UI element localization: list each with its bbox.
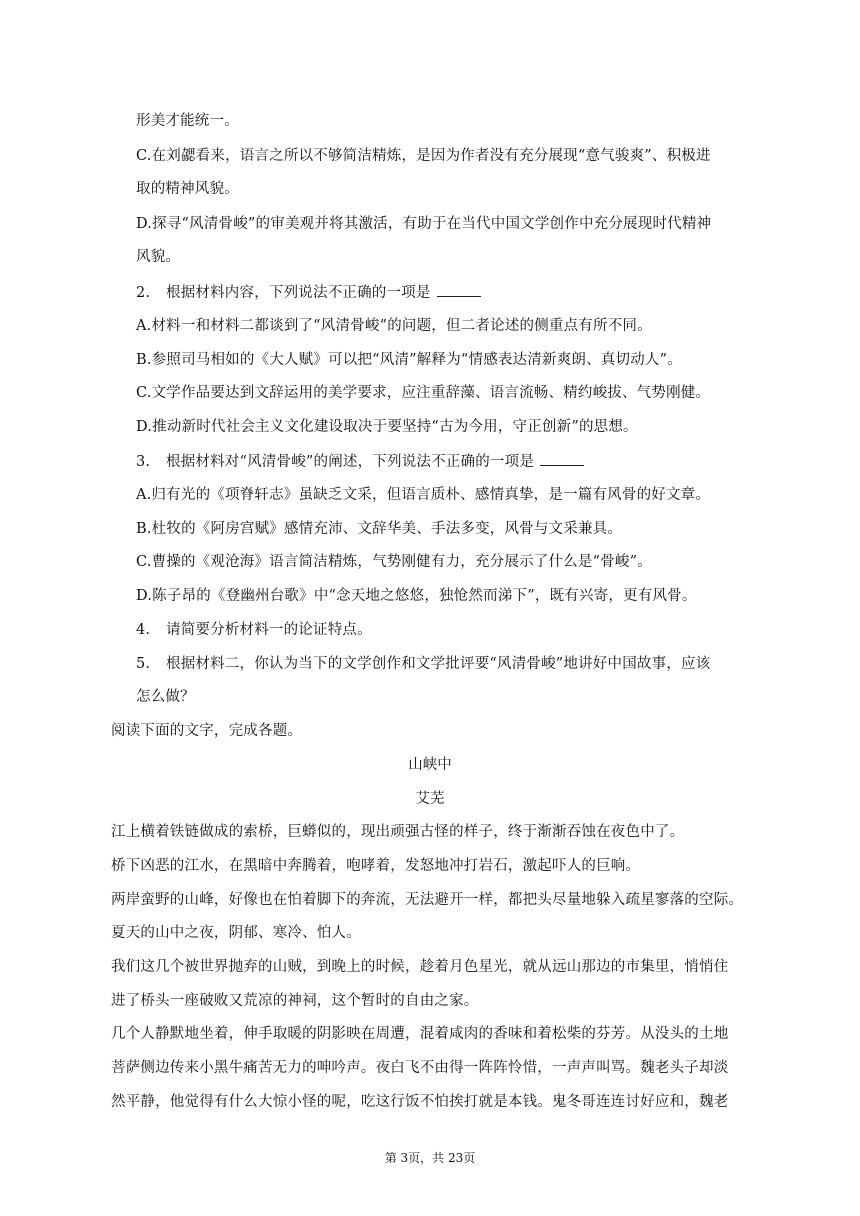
question-number: 2. xyxy=(136,285,151,301)
q2-option-b: B.参照司马相如的《大人赋》可以把“风清”解释为“情感表达清新爽朗、真切动人”。 xyxy=(136,352,682,368)
q2-option-c: C.文学作品要达到文辞运用的美学要求，应注重辞藻、语言流畅、精约峻拔、气势刚健。 xyxy=(136,385,711,401)
question-stem: 根据材料对“风清骨峻”的阐述，下列说法不正确的一项是 xyxy=(166,454,535,470)
passage-author: 艾芜 xyxy=(415,791,445,807)
passage-paragraph: 桥下凶恶的江水，在黑暗中奔腾着，咆哮着，发怒地冲打岩石，激起吓人的巨响。 xyxy=(111,858,641,874)
q3-option-c: C.曹操的《观沧海》语言简洁精炼，气势刚健有力，充分展示了什么是“骨峻”。 xyxy=(136,554,652,570)
passage-paragraph: 江上横着铁链做成的索桥，巨蟒似的，现出顽强古怪的样子，终于渐渐吞蚀在夜色中了。 xyxy=(111,824,685,840)
q3-option-a: A.归有光的《项脊轩志》虽缺乏文采，但语言质朴、感情真挚，是一篇有风骨的好文章。 xyxy=(136,487,711,503)
passage-paragraph-cont: 进了桥头一座破败又荒凉的神祠，这个暂时的自由之家。 xyxy=(111,993,479,1009)
passage-paragraph-cont: 然平静，他觉得有什么大惊小怪的呢，吃这行饭不怕挨打就是本钱。鬼冬哥连连讨好应和，魏老 xyxy=(111,1094,729,1110)
question-2 xyxy=(136,282,481,303)
q1-option-d: D.探寻“风清骨峻”的审美观并将其激活，有助于在当代中国文学创作中充分展现时代精神 xyxy=(136,216,712,232)
reading-instruction: 阅读下面的文字，完成各题。 xyxy=(111,723,303,739)
question-3 xyxy=(136,451,584,472)
question-number: 3. xyxy=(136,454,151,470)
question-stem: 请简要分析材料一的论证特点。 xyxy=(166,622,372,638)
question-number: 4. xyxy=(136,622,151,638)
q1-option-d-cont: 风貌。 xyxy=(136,249,181,265)
passage-paragraph: 夏天的山中之夜，阴郁、寒冷、怕人。 xyxy=(111,925,361,941)
question-number: 5. xyxy=(136,656,151,672)
question-5 xyxy=(136,654,710,674)
q2-option-d: D.推动新时代社会主义文化建设取决于要坚持“古为今用，守正创新”的思想。 xyxy=(136,419,638,435)
question-stem: 根据材料二，你认为当下的文学创作和文学批评要“风清骨峻”地讲好中国故事，应该 xyxy=(166,656,711,672)
passage-title: 山峡中 xyxy=(408,757,452,773)
q1-option-b-tail: 形美才能统一。 xyxy=(136,113,239,129)
question-4 xyxy=(136,620,372,640)
q1-option-c-cont: 取的精神风貌。 xyxy=(136,181,239,197)
answer-blank[interactable] xyxy=(437,282,481,297)
q2-option-a: A.材料一和材料二都谈到了“风清骨峻”的问题，但二者论述的侧重点有所不同。 xyxy=(136,318,652,334)
passage-paragraph: 我们这几个被世界抛弃的山贼，到晚上的时候，趁着月色星光，就从远山那边的市集里，悄悄住 xyxy=(111,959,729,975)
q1-option-c: C.在刘勰看来，语言之所以不够简洁精炼，是因为作者没有充分展现“意气骏爽”、积极进 xyxy=(136,148,711,164)
answer-blank[interactable] xyxy=(540,451,584,466)
page-footer: 第 3页，共 23页 xyxy=(384,1151,476,1165)
q3-option-b: B.杜牧的《阿房宫赋》感情充沛、文辞华美、手法多变，风骨与文采兼具。 xyxy=(136,521,623,537)
passage-paragraph: 几个人静默地坐着，伸手取暖的阴影映在周遭，混着咸肉的香味和着松柴的芬芳。从没头的土地 xyxy=(111,1026,729,1042)
passage-paragraph: 两岸蛮野的山峰，好像也在怕着脚下的奔流，无法避开一样，都把头尽量地躲入疏星寥落的空际。 xyxy=(111,892,744,908)
question-stem: 根据材料内容，下列说法不正确的一项是 xyxy=(166,285,431,301)
q3-option-d: D.陈子昂的《登幽州台歌》中“念天地之悠悠，独怆然而涕下”，既有兴寄，更有风骨。 xyxy=(136,588,697,604)
question-5-cont: 怎么做？ xyxy=(136,689,195,705)
passage-paragraph-cont: 菩萨侧边传来小黑牛痛苦无力的呻吟声。夜白飞不由得一阵阵怜惜，一声声叫骂。魏老头子却淡 xyxy=(111,1060,729,1076)
